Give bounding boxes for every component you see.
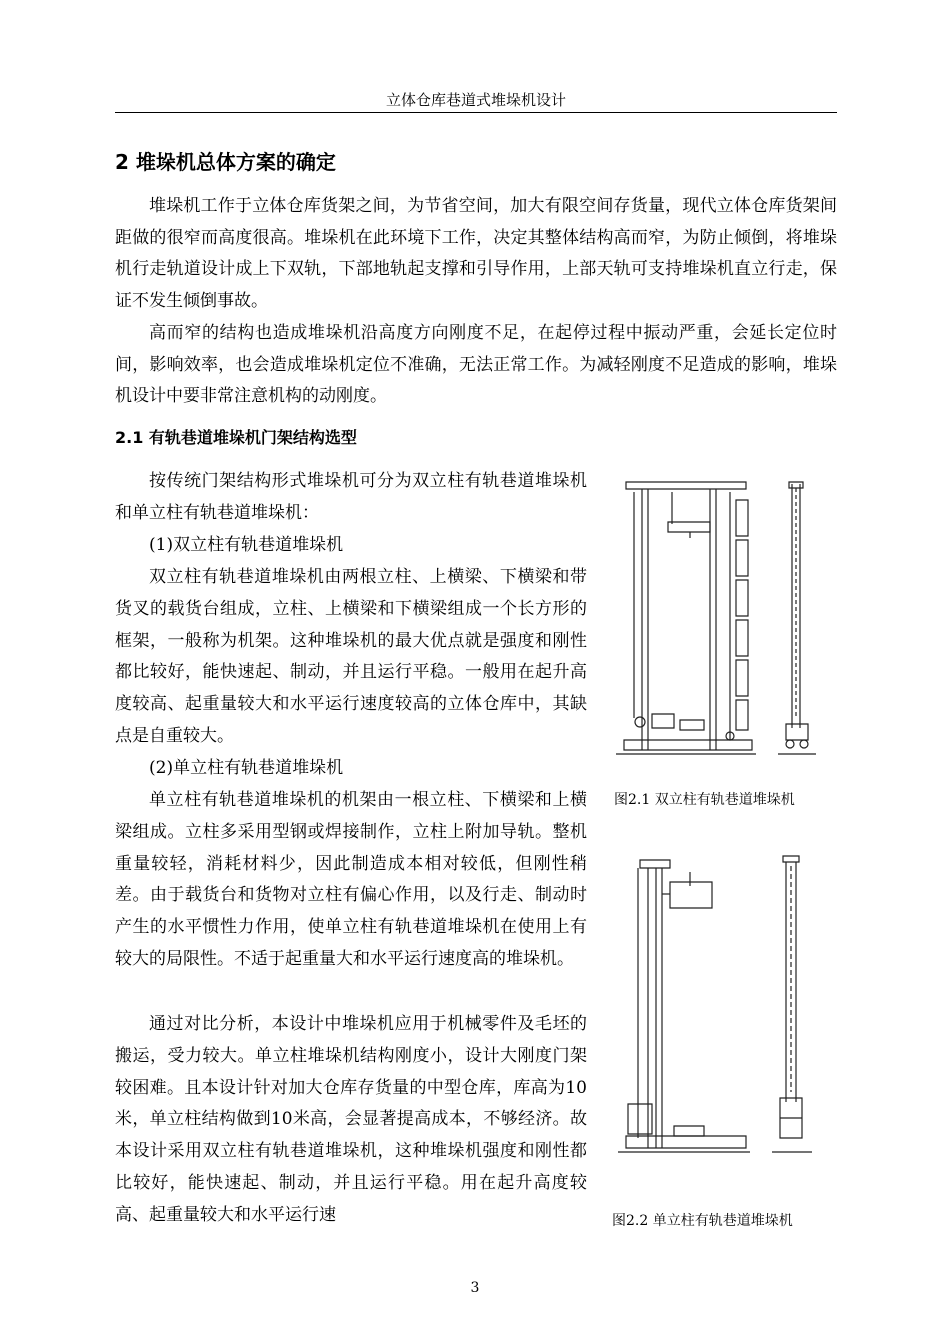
page-number: 3: [470, 1280, 480, 1296]
item1-title: (1)双立柱有轨巷道堆垛机: [149, 535, 344, 555]
item2-title: (2)单立柱有轨巷道堆垛机: [149, 758, 344, 778]
section-paragraph-2: 高而窄的结构也造成堆垛机沿高度方向刚度不足，在起停过程中振动严重，会延长定位时间，影响效率，也会造成堆垛机定位不准确，无法正常工作。为减轻刚度不足造成的影响，堆垛机设计中要非常注意机构的动刚度。: [115, 323, 837, 406]
section-heading: 2 堆垛机总体方案的确定: [115, 150, 336, 174]
figure-2-1-caption: 图2.1 双立柱有轨巷道堆垛机: [614, 792, 795, 808]
item1-paragraph: 双立柱有轨巷道堆垛机由两根立柱、上横梁、下横梁和带货叉的载货台组成，立柱、上横梁和下横梁组成一个长方形的框架，一般称为机架。这种堆垛机的最大优点就是强度和刚性都比较好，能快速起、制动，并且运行平稳。一般用在起升高度较高、起重量较大和水平运行速度较高的立体仓库中，其缺点是自重较大。: [115, 567, 587, 746]
figure-2-2-caption: 图2.2 单立柱有轨巷道堆垛机: [612, 1213, 793, 1229]
double-column-stacker-figure: [612, 478, 837, 770]
section-paragraph-1: 堆垛机工作于立体仓库货架之间，为节省空间，加大有限空间存货量，现代立体仓库货架间距做的很窄而高度很高。堆垛机在此环境下工作，决定其整体结构高而窄，为防止倾倒，将堆垛机行走轨道设计成上下双轨，下部地轨起支撑和引导作用，上部天轨可支持堆垛机直立行走，保证不发生倾倒事故。: [115, 196, 837, 311]
intro-paragraph: 按传统门架结构形式堆垛机可分为双立柱有轨巷道堆垛机和单立柱有轨巷道堆垛机：: [115, 471, 587, 523]
conclusion-paragraph: 通过对比分析，本设计中堆垛机应用于机械零件及毛坯的搬运，受力较大。单立柱堆垛机结构刚度小，设计大刚度门架较困难。且本设计针对加大仓库存货量的中型仓库，库高为10米，单立柱结构做到10米高，会显著提高成本，不够经济。故本设计采用双立柱有轨巷道堆垛机，这种堆垛机强度和刚性都比较好，能快速起、制动，并且运行平稳。用在起升高度较高、起重量较大和水平运行速: [115, 1014, 587, 1225]
item2-paragraph: 单立柱有轨巷道堆垛机的机架由一根立柱、下横梁和上横梁组成。立柱多采用型钢或焊接制作，立柱上附加导轨。整机重量较轻，消耗材料少，因此制造成本相对较低，但刚性稍差。由于载货台和货物对立柱有偏心作用，以及行走、制动时产生的水平惯性力作用，使单立柱有轨巷道堆垛机在使用上有较大的局限性。不适于起重量大和水平运行速度高的堆垛机。: [115, 790, 587, 969]
header-rule: [115, 112, 837, 113]
running-header: 立体仓库巷道式堆垛机设计: [385, 91, 566, 109]
single-column-stacker-figure: [600, 852, 837, 1172]
subsection-heading: 2.1 有轨巷道堆垛机门架结构选型: [115, 428, 357, 447]
